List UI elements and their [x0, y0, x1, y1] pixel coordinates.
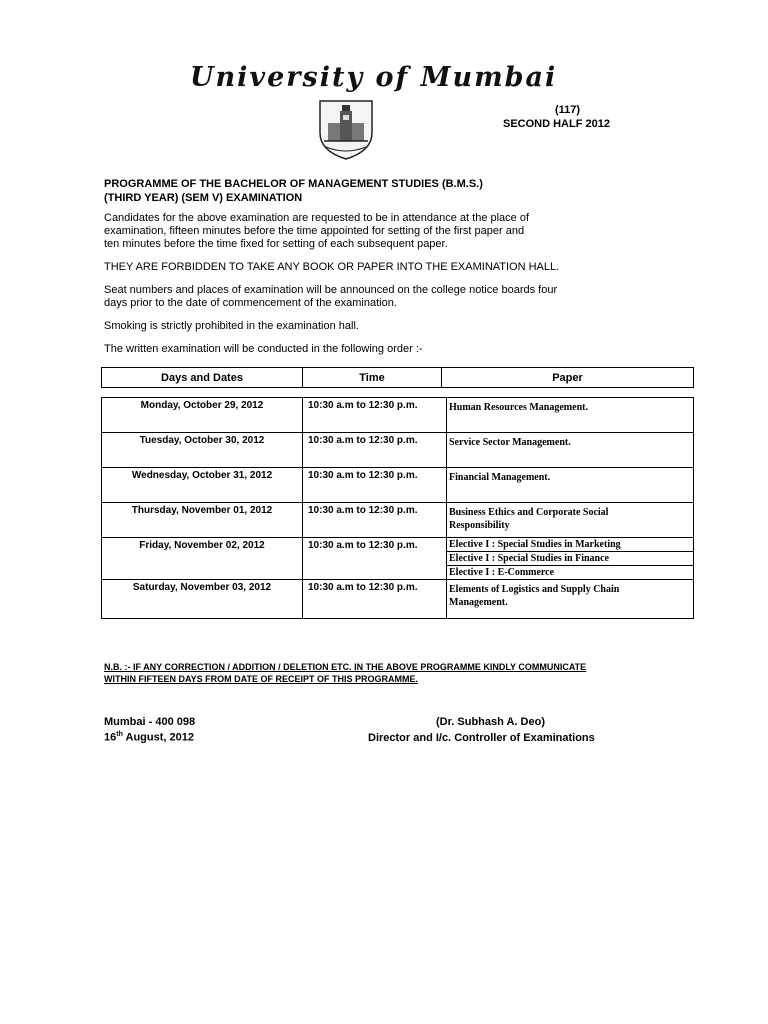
paper-line: Business Ethics and Corporate Social: [449, 507, 609, 518]
table-row: [102, 433, 694, 468]
signer-name: (Dr. Subhash A. Deo): [436, 716, 545, 728]
session-label: SECOND HALF 2012: [503, 118, 610, 130]
table-row: [102, 398, 694, 433]
paper-cell: Service Sector Management.: [447, 433, 694, 468]
schedule-header-table: [101, 367, 694, 388]
table-row: [102, 503, 694, 538]
nb-notice: [104, 661, 586, 685]
paper-cell: Elective I : E-Commerce: [447, 566, 694, 580]
date-suffix: th: [116, 731, 123, 738]
nb-line: N.B. :- IF ANY CORRECTION / ADDITION / DELETION ETC. IN THE ABOVE PROGRAMME KINDLY COMMUNICATE: [104, 662, 587, 672]
text-line: ten minutes before the time fixed for setting of each subsequent paper.: [104, 238, 448, 250]
day-cell: Thursday, November 01, 2012: [102, 503, 303, 538]
seat-paragraph: [104, 284, 664, 310]
programme-code: (117): [555, 104, 581, 116]
order-notice: The written examination will be conducted in the following order :-: [104, 343, 423, 355]
text-line: examination, fifteen minutes before the time appointed for setting of the first paper and: [104, 225, 525, 237]
text-line: days prior to the date of commencement of the examination.: [104, 297, 397, 309]
schedule-table: [101, 397, 694, 619]
paper-cell: [447, 503, 694, 538]
time-cell: 10:30 a.m to 12:30 p.m.: [303, 538, 447, 580]
title-line: (THIRD YEAR) (SEM V) EXAMINATION: [104, 192, 303, 204]
date-day: 16: [104, 731, 117, 744]
attendance-paragraph: [104, 212, 664, 251]
issue-date: [104, 731, 194, 744]
time-cell: 10:30 a.m to 12:30 p.m.: [303, 433, 447, 468]
paper-cell: [447, 580, 694, 619]
table-row: [102, 580, 694, 619]
time-cell: 10:30 a.m to 12:30 p.m.: [303, 398, 447, 433]
paper-line: Elements of Logistics and Supply Chain: [449, 584, 620, 595]
paper-cell: Financial Management.: [447, 468, 694, 503]
paper-cell: Elective I : Special Studies in Marketing: [447, 538, 694, 552]
day-cell: Wednesday, October 31, 2012: [102, 468, 303, 503]
day-cell: Friday, November 02, 2012: [102, 538, 303, 580]
paper-cell: Elective I : Special Studies in Finance: [447, 552, 694, 566]
university-name: University of Mumbai: [190, 62, 558, 93]
day-cell: Saturday, November 03, 2012: [102, 580, 303, 619]
day-cell: Tuesday, October 30, 2012: [102, 433, 303, 468]
header-time: Time: [303, 368, 442, 388]
nb-line: WITHIN FIFTEEN DAYS FROM DATE OF RECEIPT OF THIS PROGRAMME.: [104, 674, 419, 684]
header-days: Days and Dates: [102, 368, 303, 388]
table-row: [102, 538, 694, 552]
time-cell: 10:30 a.m to 12:30 p.m.: [303, 468, 447, 503]
issue-place: Mumbai - 400 098: [104, 716, 196, 728]
page-title: [104, 177, 483, 205]
text-line: Seat numbers and places of examination will be announced on the college notice boards four: [104, 284, 558, 296]
time-cell: 10:30 a.m to 12:30 p.m.: [303, 580, 447, 619]
forbidden-notice: THEY ARE FORBIDDEN TO TAKE ANY BOOK OR PAPER INTO THE EXAMINATION HALL.: [104, 261, 560, 273]
paper-line: Responsibility: [449, 520, 510, 531]
paper-line: Management.: [449, 597, 508, 608]
header-paper: Paper: [442, 368, 694, 388]
signer-designation: Director and I/c. Controller of Examinations: [368, 732, 595, 744]
title-line: PROGRAMME OF THE BACHELOR OF MANAGEMENT STUDIES (B.M.S.): [104, 178, 483, 190]
day-cell: Monday, October 29, 2012: [102, 398, 303, 433]
table-row: [102, 468, 694, 503]
time-cell: 10:30 a.m to 12:30 p.m.: [303, 503, 447, 538]
smoking-notice: Smoking is strictly prohibited in the examination hall.: [104, 320, 359, 332]
university-seal-icon: [314, 97, 378, 161]
text-line: Candidates for the above examination are requested to be in attendance at the place of: [104, 212, 530, 224]
date-rest: August, 2012: [122, 731, 194, 744]
paper-cell: Human Resources Management.: [447, 398, 694, 433]
